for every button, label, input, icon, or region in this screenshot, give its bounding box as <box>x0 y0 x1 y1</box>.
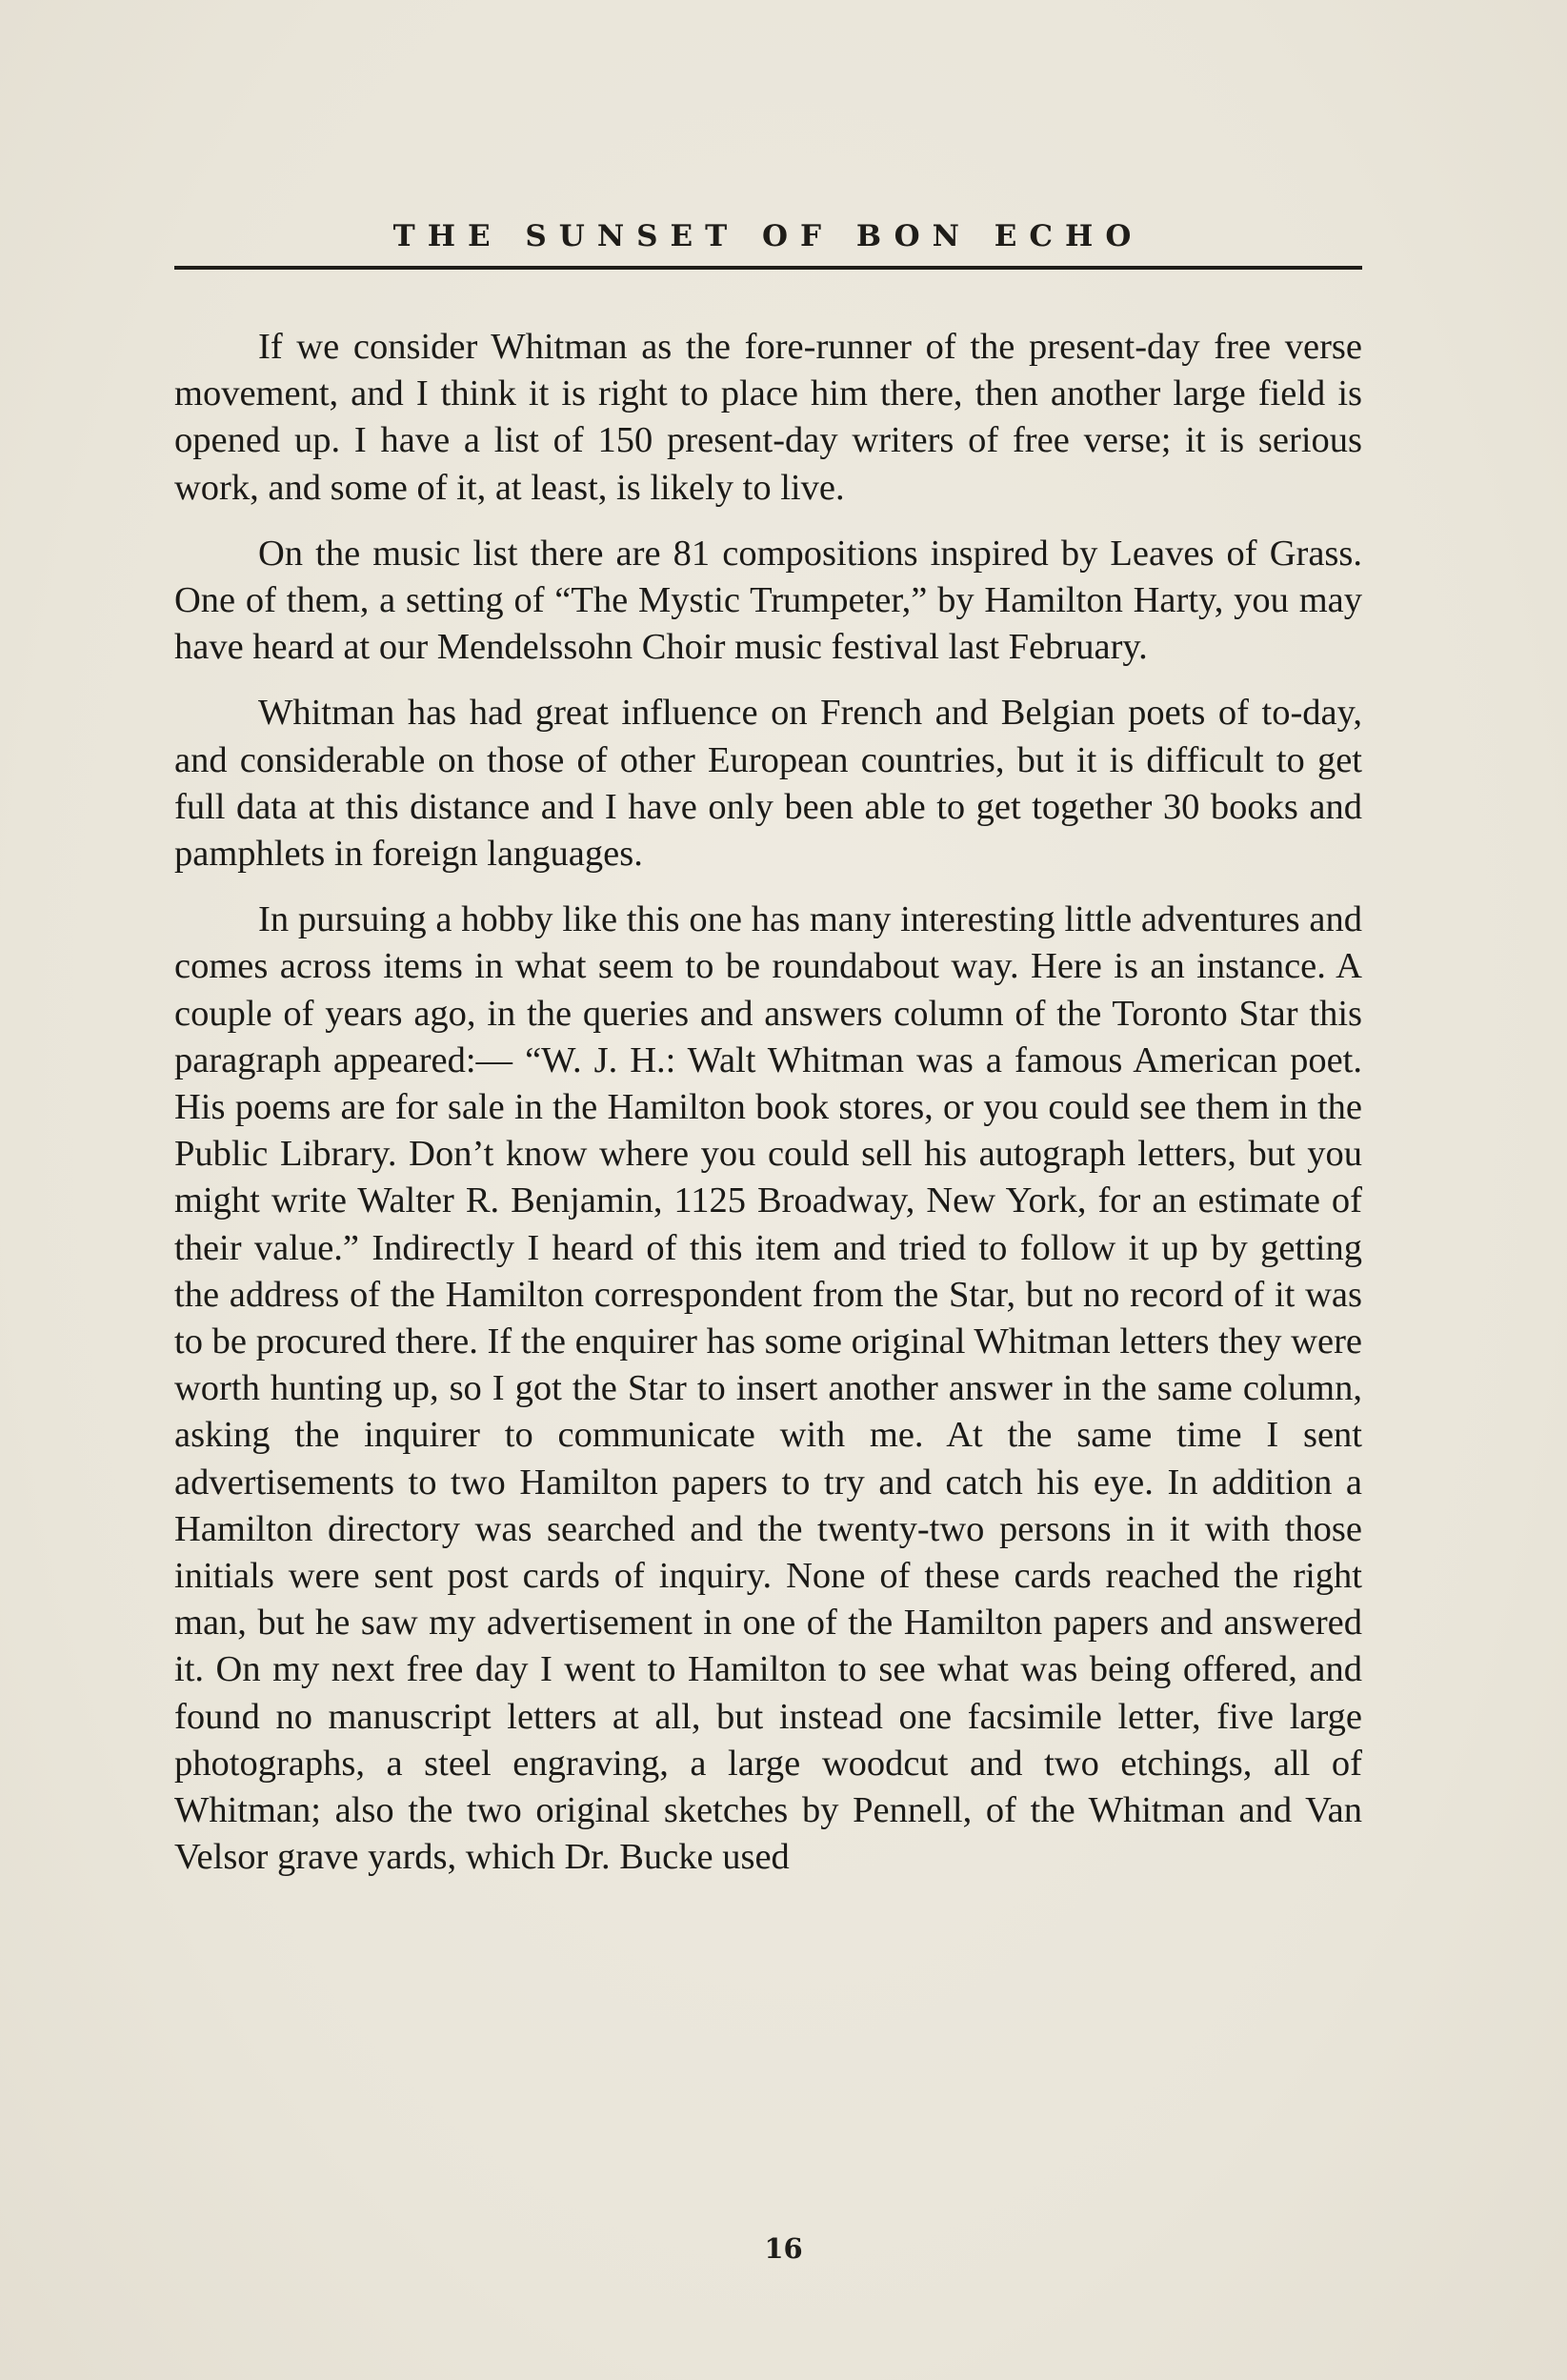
paragraph-foreign-influence: Whitman has had great influence on French and Belgian poets of to-day, and considerable on those of other European countries, but it is difficult to get full data at this distance and I have only been able to get together 30 books and pamphlets in foreign languages. <box>174 693 1362 875</box>
paragraph-music-list: On the music list there are 81 compositions inspired by Leaves of Grass. One of them, a setting of “The Mystic Trumpeter,” by Hamilton Harty, you may have heard at our Mendelssohn Choir music festival last February. <box>174 533 1362 668</box>
header-rule <box>174 266 1362 270</box>
running-head-title: THE SUNSET OF BON ECHO <box>392 219 1144 253</box>
page-number: 16 <box>764 2232 803 2265</box>
paragraph-free-verse: If we consider Whitman as the fore-runner of the present-day free verse movement, and I think it is right to place him there, then another large field is opened up. I have a list of 150 present-day writers of free verse; it is serious work, and some of it, at least, is likely to live. <box>174 327 1362 508</box>
body-text <box>174 324 1362 1901</box>
paragraph-hobby-adventures: In pursuing a hobby like this one has many interesting little adventures and comes across items in what seem to be roundabout way. Here is an instance. A couple of years ago, in the queries and answers column of the Toronto Star this paragraph appeared:— “W. J. H.: Walt Whitman was a famous American poet. His poems are for sale in the Hamilton book stores, or you could see them in the Public Library. Don’t know where you could sell his autograph letters, but you might write Walter R. Benjamin, 1125 Broadway, New York, for an estimate of their value.” Indirectly I heard of this item and tried to follow it up by getting the address of the Hamilton correspondent from the Star, but no record of it was to be procured there. If the enquirer has some original Whitman letters they were worth hunting up, so I got the Star to insert another answer in the same column, asking the inquirer to communicate with me. At the same time I sent advertisements to two Hamilton papers to try and catch his eye. In addition a Hamilton directory was searched and the twenty-two persons in it with those initials were sent post cards of inquiry. None of these cards reached the right man, but he saw my advertisement in one of the Hamilton papers and answered it. On my next free day I went to Hamilton to see what was being offered, and found no manuscript letters at all, but instead one facsimile letter, five large photographs, a steel engraving, a large woodcut and two etchings, all of Whitman; also the two original sketches by Pennell, of the Whitman and Van Velsor grave yards, which Dr. Bucke used <box>174 899 1362 1878</box>
